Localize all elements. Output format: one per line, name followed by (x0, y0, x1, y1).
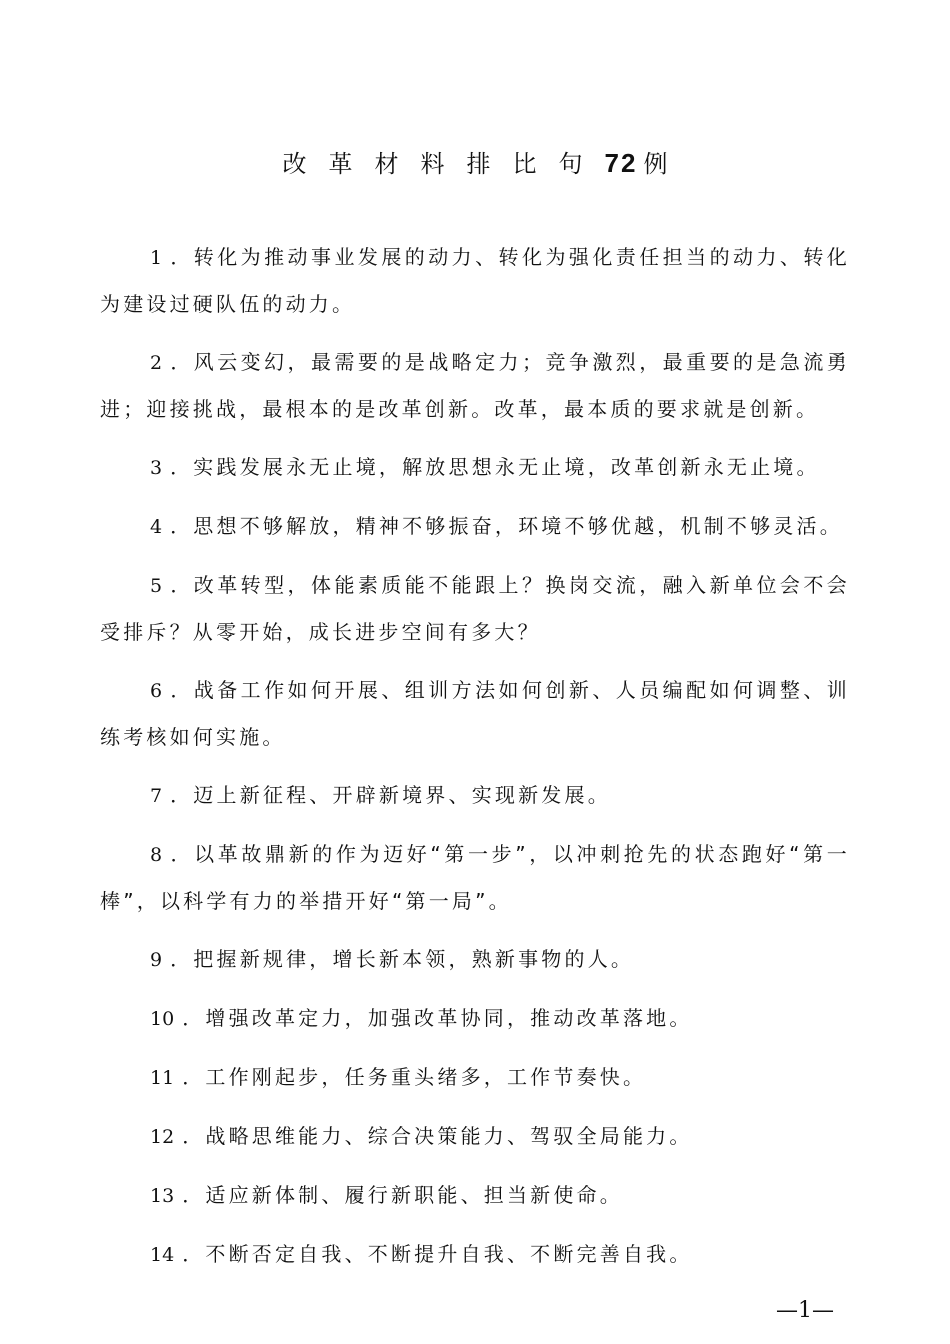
item-number: 10 (150, 1008, 175, 1030)
list-item (100, 936, 850, 983)
title-text: 改革材料排比句 (282, 150, 605, 178)
item-text: ．改革转型，体能素质能不能跟上？换岗交流，融入新单位会不会受排斥？从零开始，成长进步空间有多大？ (100, 573, 850, 644)
item-text: ．战略思维能力、综合决策能力、驾驭全局能力。 (182, 1124, 693, 1148)
item-number: 14 (150, 1244, 175, 1266)
item-text: ．把握新规律，增长新本领，熟新事物的人。 (170, 947, 635, 971)
item-number: 12 (150, 1126, 175, 1148)
list-item (100, 667, 850, 760)
item-number: 9 (150, 949, 163, 971)
item-number: 13 (150, 1185, 175, 1207)
document-body (100, 234, 850, 1290)
list-item (100, 1113, 850, 1160)
item-text: ．工作刚起步，任务重头绪多，工作节奏快。 (182, 1065, 647, 1089)
item-number: 1 (150, 247, 163, 269)
page-number: —1— (776, 1298, 834, 1323)
list-item (100, 1172, 850, 1219)
item-number: 2 (150, 352, 163, 374)
item-number: 3 (150, 457, 163, 479)
list-item (100, 831, 850, 924)
list-item (100, 503, 850, 550)
list-item (100, 562, 850, 655)
list-item (100, 234, 850, 327)
item-number: 11 (150, 1067, 175, 1089)
list-item (100, 444, 850, 491)
item-text: ．以革故鼎新的作为迈好“第一步”，以冲刺抢先的状态跑好“第一棒”，以科学有力的举措开好“第一局”。 (100, 842, 850, 913)
item-text: ．增强改革定力，加强改革协同，推动改革落地。 (182, 1006, 693, 1030)
item-text: ．思想不够解放，精神不够振奋，环境不够优越，机制不够灵活。 (170, 514, 843, 538)
title-number: 72 (604, 148, 638, 178)
item-text: ．不断否定自我、不断提升自我、不断完善自我。 (182, 1242, 693, 1266)
item-text: ．迈上新征程、开辟新境界、实现新发展。 (170, 783, 611, 807)
item-text: ．战备工作如何开展、组训方法如何创新、人员编配如何调整、训练考核如何实施。 (100, 678, 850, 749)
item-text: ．风云变幻，最需要的是战略定力；竞争激烈，最重要的是急流勇进；迎接挑战，最根本的是改革创新。改革，最本质的要求就是创新。 (100, 350, 850, 421)
item-number: 5 (150, 575, 163, 597)
list-item (100, 772, 850, 819)
page-title (0, 146, 950, 181)
item-number: 4 (150, 516, 163, 538)
list-item (100, 1054, 850, 1101)
title-suffix: 例 (643, 150, 668, 178)
list-item (100, 1231, 850, 1278)
list-item (100, 995, 850, 1042)
item-number: 7 (150, 785, 163, 807)
item-text: ．转化为推动事业发展的动力、转化为强化责任担当的动力、转化为建设过硬队伍的动力。 (100, 245, 850, 316)
item-number: 6 (150, 680, 163, 702)
item-number: 8 (150, 844, 163, 866)
item-text: ．实践发展永无止境，解放思想永无止境，改革创新永无止境。 (170, 455, 820, 479)
list-item (100, 339, 850, 432)
item-text: ．适应新体制、履行新职能、担当新使命。 (182, 1183, 623, 1207)
